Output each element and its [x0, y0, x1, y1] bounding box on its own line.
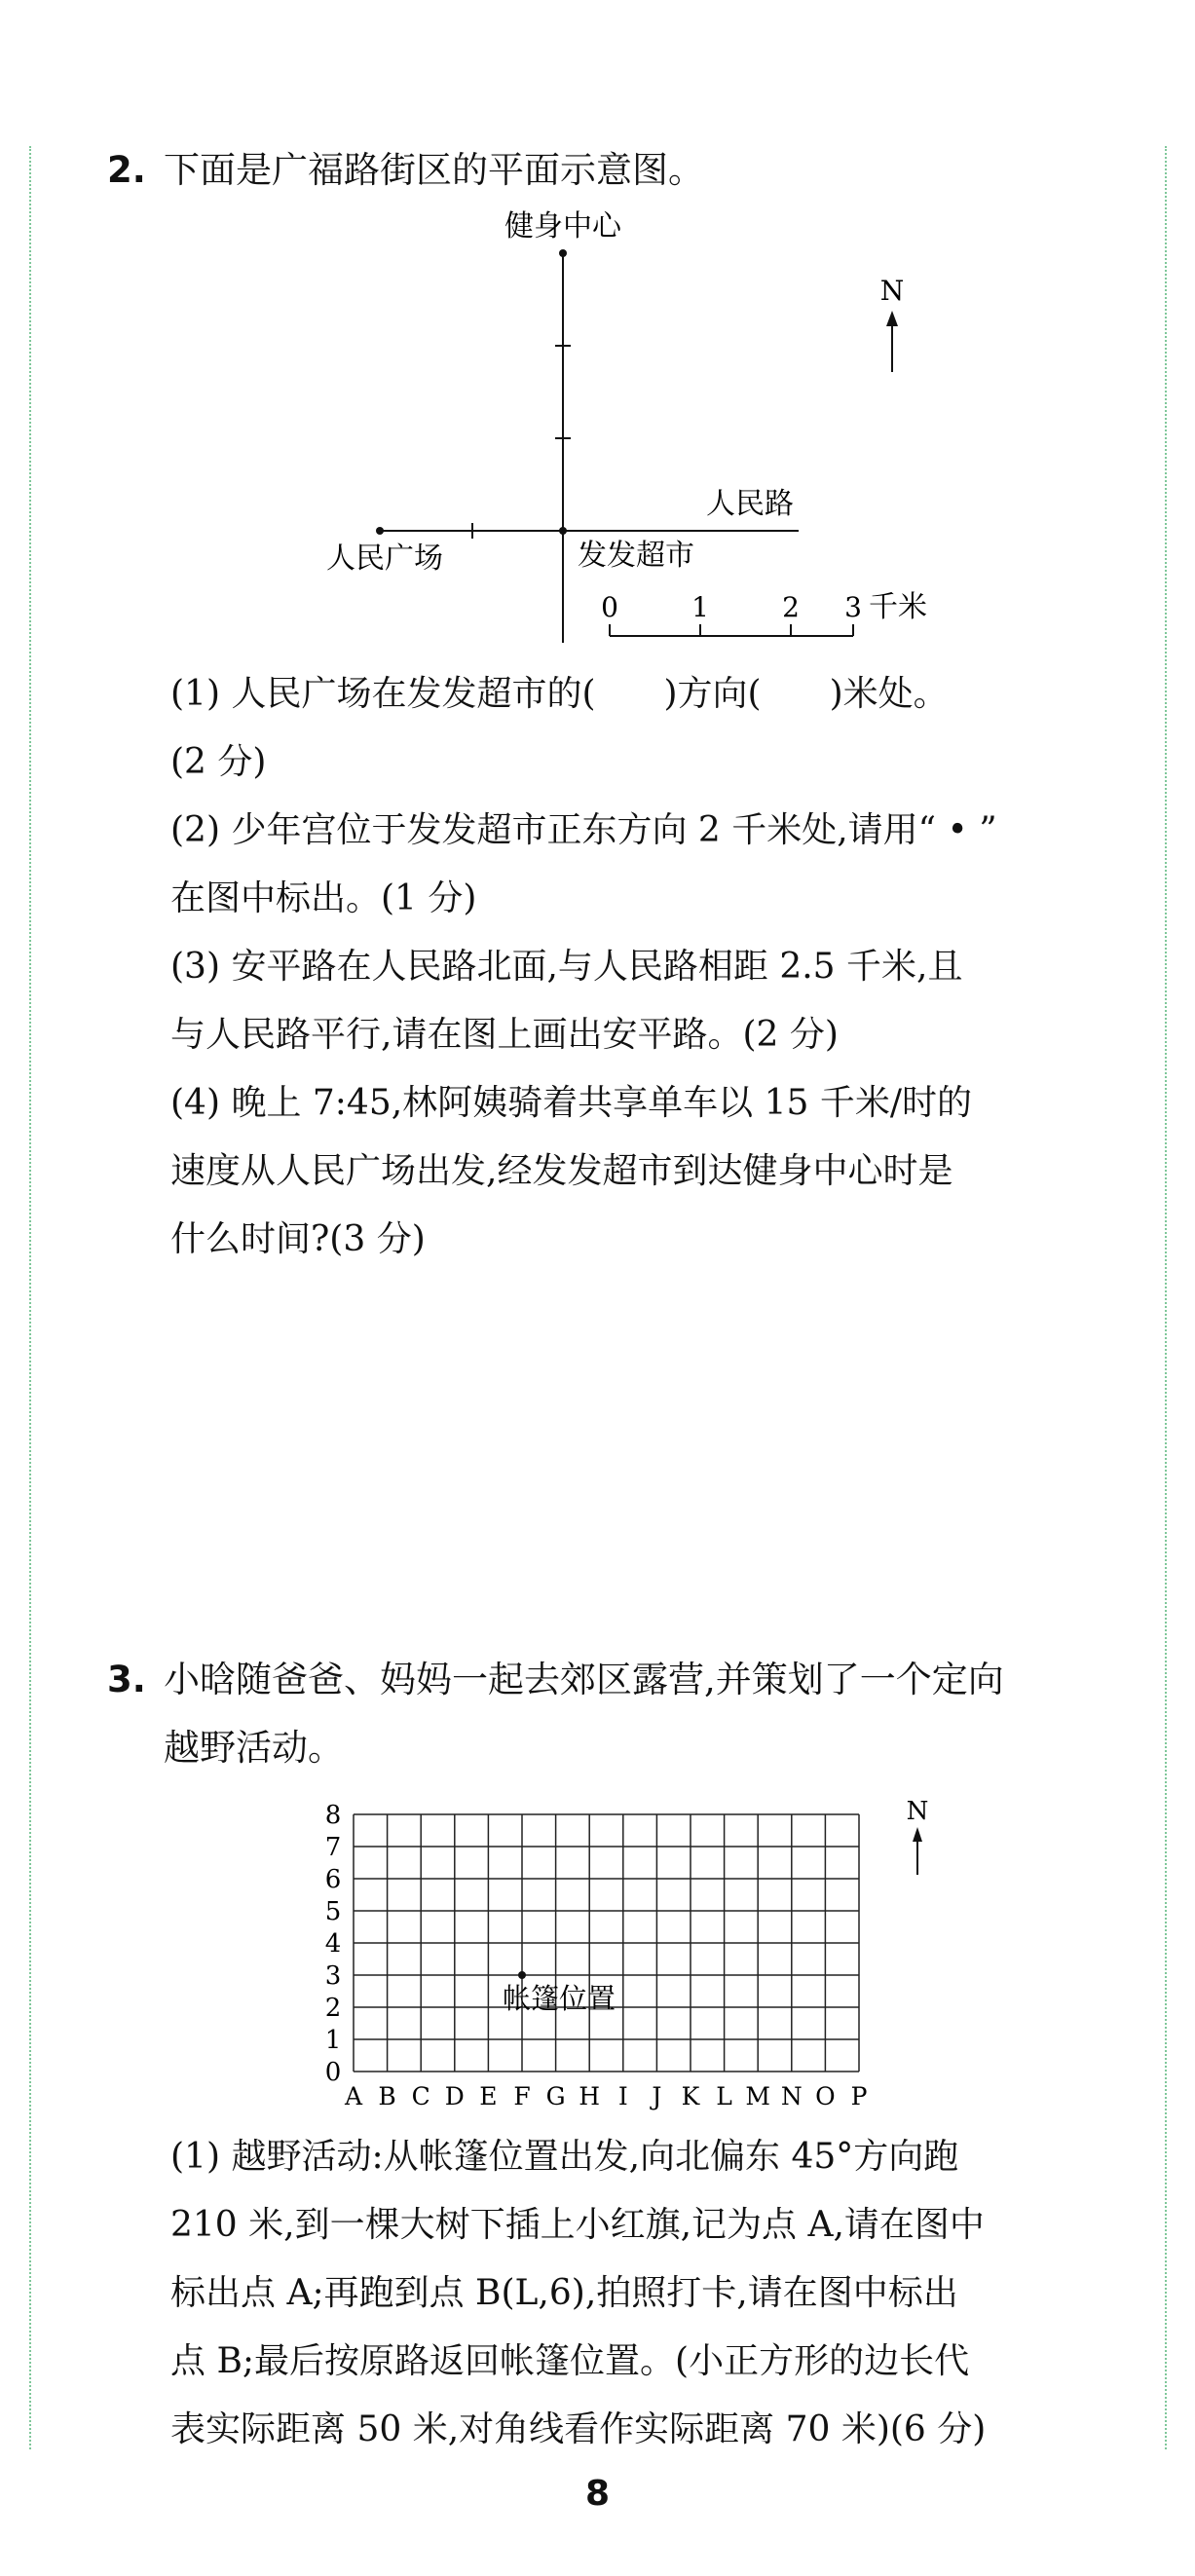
- q2-sub1-score: (2 分): [170, 742, 267, 782]
- grid-x-label: M: [745, 2082, 771, 2110]
- q3-subquestions: [170, 2123, 1091, 2464]
- q3-sub1-line: 标出点 A;再跑到点 B(L,6),拍照打卡,请在图中标出: [170, 2273, 958, 2313]
- q3-tent-point: [518, 1971, 526, 1979]
- grid-y-label: 6: [324, 1865, 342, 1894]
- grid-x-label: B: [378, 2082, 396, 2110]
- grid-x-label: E: [479, 2082, 498, 2110]
- q3-grid-lines: [354, 1814, 859, 2072]
- q2-north-label: N: [879, 275, 905, 307]
- grid-x-label: H: [579, 2082, 601, 2110]
- q2-peoples-road-label: 人民路: [706, 487, 794, 521]
- q2-scale-label: 1: [691, 591, 709, 623]
- grid-y-label: 3: [324, 1961, 342, 1991]
- right-margin-guide: [1165, 146, 1167, 2449]
- grid-x-label: O: [815, 2082, 836, 2110]
- grid-x-label: I: [617, 2082, 628, 2110]
- q2-sub4-line: (4) 晚上 7:45,林阿姨骑着共享单车以 15 千米/时的: [170, 1083, 972, 1123]
- q3-grid-map: [312, 1787, 954, 2118]
- grid-y-label: 0: [324, 2058, 342, 2087]
- q2-peoples-square-label: 人民广场: [326, 541, 443, 576]
- left-margin-guide: [29, 146, 31, 2449]
- q2-sub3-line: (3) 安平路在人民路北面,与人民路相距 2.5 千米,且: [170, 947, 963, 987]
- grid-y-label: 7: [324, 1833, 342, 1862]
- q2-heading: [107, 136, 1091, 205]
- grid-x-label: L: [716, 2082, 732, 2110]
- grid-y-label: 1: [324, 2026, 342, 2055]
- grid-x-label: G: [545, 2082, 566, 2110]
- q3-grid-x-labels: [344, 2082, 867, 2110]
- q2-scale-label: 2: [782, 591, 800, 623]
- q2-subquestions: [170, 660, 1091, 1274]
- grid-y-label: 4: [324, 1929, 342, 1959]
- q3-north-arrowhead: [913, 1827, 922, 1842]
- q2-fitness-center-dot: [559, 249, 567, 257]
- q3-sub1-line: (1) 越野活动:从帐篷位置出发,向北偏东 45°方向跑: [170, 2137, 959, 2177]
- q3-sub1-line: 表实际距离 50 米,对角线看作实际距离 70 米)(6 分): [170, 2409, 987, 2449]
- q2-supermarket-dot: [559, 527, 567, 535]
- page-number: 8: [584, 2474, 611, 2514]
- q3-sub1-line: 点 B;最后按原路返回帐篷位置。(小正方形的边长代: [170, 2341, 970, 2381]
- grid-x-label: K: [681, 2082, 700, 2110]
- q2-number: 2.: [107, 149, 146, 191]
- grid-x-label: A: [344, 2082, 363, 2110]
- q2-sub1: (1) 人民广场在发发超市的( )方向( )米处。: [170, 674, 949, 714]
- q2-title: 下面是广福路街区的平面示意图。: [164, 149, 704, 191]
- grid-x-label: P: [850, 2082, 868, 2110]
- q2-sub2-line: (2) 少年宫位于发发超市正东方向 2 千米处,请用“ • ”: [170, 810, 997, 850]
- q2-sub3-line: 与人民路平行,请在图上画出安平路。(2 分): [170, 1015, 839, 1055]
- grid-x-label: C: [411, 2082, 430, 2110]
- q2-scale-label: 0: [601, 591, 618, 623]
- q3-title-line: 越野活动。: [164, 1727, 344, 1769]
- q2-peoples-square-dot: [376, 527, 384, 535]
- grid-y-label: 8: [324, 1801, 342, 1830]
- q3-tent-label: 帐篷位置: [502, 1982, 616, 2015]
- q2-sub2-line: 在图中标出。(1 分): [170, 878, 477, 918]
- q2-sub4-line: 什么时间?(3 分): [170, 1219, 426, 1259]
- q2-north-arrowhead: [886, 311, 898, 326]
- grid-x-label: F: [513, 2082, 531, 2110]
- grid-x-label: N: [780, 2082, 803, 2110]
- q3-title-line: 小晗随爸爸、妈妈一起去郊区露营,并策划了一个定向: [164, 1659, 1004, 1700]
- q2-scale-unit: 千米: [869, 590, 927, 624]
- q2-scale-label: 3: [844, 591, 862, 623]
- q2-supermarket-label: 发发超市: [578, 539, 694, 573]
- q3-number: 3.: [107, 1659, 146, 1700]
- q3-north-label: N: [906, 1797, 929, 1826]
- grid-y-label: 5: [324, 1897, 342, 1926]
- q2-street-map: [292, 200, 954, 653]
- q3-grid-y-labels: [325, 1801, 342, 2087]
- grid-x-label: J: [652, 2082, 662, 2110]
- grid-x-label: D: [444, 2082, 465, 2110]
- q3-heading: [107, 1646, 1091, 1782]
- q2-sub4-line: 速度从人民广场出发,经发发超市到达健身中心时是: [170, 1151, 953, 1191]
- q2-fitness-center-label: 健身中心: [504, 209, 621, 243]
- q3-sub1-line: 210 米,到一棵大树下插上小红旗,记为点 A,请在图中: [170, 2205, 985, 2245]
- grid-y-label: 2: [324, 1994, 342, 2023]
